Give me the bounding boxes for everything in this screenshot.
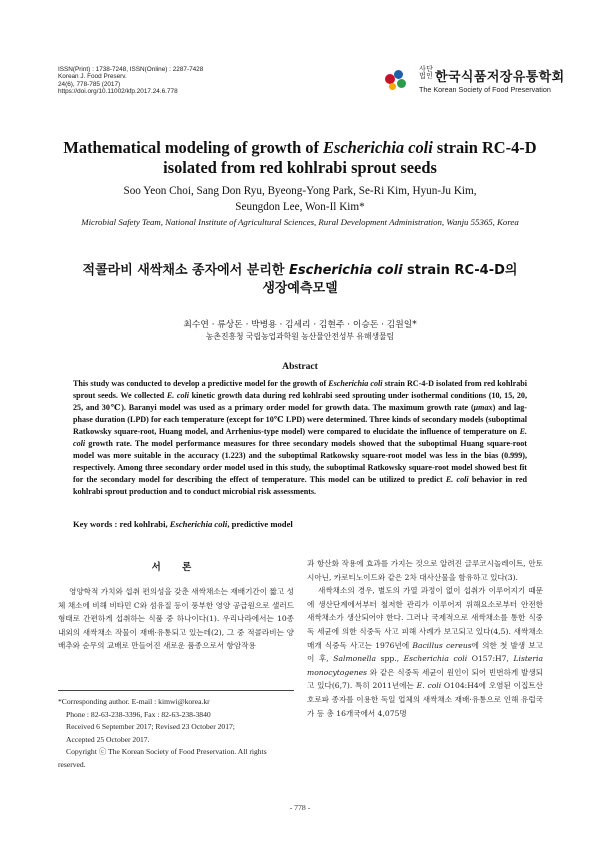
intro-paragraph-left: 영양학적 가치와 섭취 편의성을 갖춘 새싹채소는 재배기간이 짧고 성체 채소에 비해 비타민 C와 섬유질 등이 풍부한 영양 공급원으로 샐러드 형태로 간편하게 섭취하는 식품 중 하나이다(1). 우리나라에서는 10종 내외의 새싹채소 작물이 재배·유통되고 있는데(2), 그 중 적콜라비는 양배추와 순무의 교배로 만들어진 새로운 품종으로서 항암작용	[58, 587, 294, 651]
paper-title: Mathematical modeling of growth of Escherichia coli strain RC-4-D isolated from red kohlrabi sprout seeds	[63, 138, 537, 177]
page-number: - 778 -	[289, 803, 311, 812]
footnote-divider	[58, 690, 294, 691]
received-dates: Received 6 September 2017; Revised 23 October 2017;	[66, 722, 235, 732]
keywords-label: Key words	[73, 519, 113, 529]
copyright-notice: Copyright ⓒ The Korean Society of Food Preservation. All rights reserved.	[58, 747, 267, 769]
footnote	[58, 696, 294, 772]
journal-meta	[58, 66, 203, 96]
society-emblem-icon	[383, 68, 413, 92]
intro-paragraphs-right	[307, 557, 543, 720]
section-heading-introduction: 서 론	[151, 562, 201, 573]
intro-paragraph-cont: 과 항산화 작용에 효과를 가지는 것으로 알려진 글루코시놀레이트, 안토시아닌, 카로티노이드와 같은 2차 대사산물을 함유하고 있다(3).	[307, 559, 543, 582]
volume-line: 24(6), 778-785 (2017)	[58, 80, 121, 88]
doi-link[interactable]: https://doi.org/10.11002/kfp.2017.24.6.778	[58, 88, 178, 96]
society-prefix: 사단 법인	[419, 65, 434, 80]
accepted-date: Accepted 25 October 2017.	[66, 734, 150, 744]
korean-author-list: 최수연 · 류상돈 · 박병용 · 김세리 · 김현주 · 이승돈 · 김원일*	[183, 320, 417, 330]
journal-name-line: Korean J. Food Preserv.	[58, 73, 127, 81]
intro-paragraph-2: 새싹채소의 경우, 별도의 가열 과정이 없이 섭취가 이루어지기 때문에 생산단계에서부터 철저한 관리가 이루어져 위해요소로부터 안전한 새싹채소가 생산되어야 한다. 그러나 국제적으로 새싹채소를 통한 식중독 세균에 의한 식중독 사고 피해 사례가 보고되고 있다(4,5). 새싹채소 매개 식중독 사고는 1976년에 Bacillus cereus에 의한 첫 발생 보고 이 후, Salmonella spp., Escherichia coli O157:H7, Listeria monocytogenes 와 같은 식중독 세균이 원인이 되어 빈번하게 발생되고 있다(6,7). 특히 2011년에는 E. coli O104:H4에 오염된 이집트산 호로파 종자를 이용한 독일 업체의 새싹채소 재배·유통으로 인해 유럽국가 등 총 16개국에서 4,075명	[307, 586, 543, 718]
society-logo	[383, 66, 565, 94]
abstract-text: This study was conducted to develop a predictive model for the growth of Escherichia coli strain RC-4-D isolated from red kohlrabi sprout seeds. We collected E. coli kinetic growth data during red kohlrabi seed sprouting under isothermal conditions (10, 15, 20, 25, and 30℃). Baranyi model was used as a primary order model for growth data. The maximum growth rate (μmax) and lag-phase duration (LPD) for each temperature (except for 10℃ LPD) were determined. Three kinds of secondary models (suboptimal Ratkowsky square-root, Huang model, and Arrhenius-type model) were compared to elucidate the influence of temperature on E. coli growth rate. The model performance measures for three secondary models showed that the suboptimal Huang square-root model was more suitable in the accuracy (1.223) and the suboptimal Ratkowsky square-root model was less in the bias (0.999), respectively. Among three secondary order model used in this study, the suboptimal Ratkowsky square-root model showed best fit for the secondary model for describing the effect of temperature. This model can be utilized to predict E. coli behavior in red kohlrabi sprout production and to conduct microbial risk assessments.	[73, 379, 528, 496]
society-name-en: The Korean Society of Food Preservation	[419, 85, 551, 94]
author-affiliation: Microbial Safety Team, National Institute of Agricultural Sciences, Rural Development Administration, Wanju 55365, Korea	[81, 217, 519, 227]
issn-line: ISSN(Print) : 1738-7248, ISSN(Online) : 2287-7428	[58, 66, 204, 73]
title-organism: Escherichia coli	[323, 138, 433, 157]
keywords: Key words : red kohlrabi, Escherichia coli, predictive model	[73, 519, 293, 529]
contact-phone: Phone : 82-63-238-3396, Fax : 82-63-238-3840	[66, 709, 211, 719]
korean-title: 적콜라비 새싹채소 종자에서 분리한 Escherichia coli strain RC-4-D의 생장예측모델	[82, 263, 518, 296]
society-name-ko: 한국식품저장유통학회	[435, 70, 565, 85]
corresponding-author: *Corresponding author. E-mail : kimwi@korea.kr	[58, 697, 210, 706]
author-list: Soo Yeon Choi, Sang Don Ryu, Byeong-Yong Park, Se-Ri Kim, Hyun-Ju Kim, Seungdon Lee, Won-Il Kim*	[123, 185, 477, 213]
korean-affiliation: 농촌진흥청 국립농업과학원 농산물안전성부 유해생물팀	[205, 332, 395, 341]
abstract-heading: Abstract	[282, 361, 318, 372]
